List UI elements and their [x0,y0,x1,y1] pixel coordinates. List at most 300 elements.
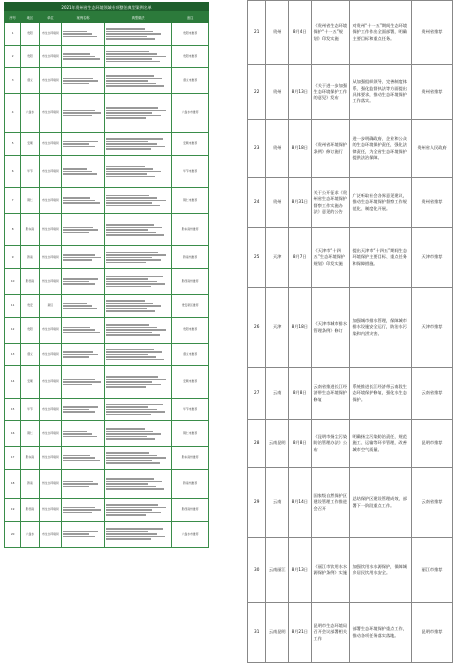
text-line [106,483,148,485]
text-line [63,115,92,117]
text-line [106,257,152,259]
row-remark: 黔东南州推荐 [172,214,209,246]
text-line [63,53,90,55]
row-number: 27 [248,368,266,420]
text-line [63,460,100,462]
row-case-name [62,521,105,547]
row-unit: 市生态环境局 [39,94,61,133]
text-line [106,168,153,170]
row-unit: 市生态环境局 [39,23,61,46]
row-number: 24 [248,178,266,228]
row-number: 26 [248,288,266,368]
row-remark: 遵义市推荐 [172,343,209,366]
text-line [106,536,165,538]
text-line [106,528,163,530]
text-line [63,281,89,283]
text-line [106,227,162,229]
row-practice [104,469,171,498]
text-line [106,56,166,58]
row-practice [104,68,171,94]
row-date: 8月7日 [288,228,311,288]
table-row [5,366,209,398]
row-content: 对贵州“十一五”期间生态环境保护工作作出全面部署，明确主要目标和重点任务。 [350,1,412,65]
text-line [63,486,89,488]
row-practice [104,317,171,343]
text-line [63,384,92,386]
row-remark: 天津市推荐 [411,288,452,368]
text-line [106,173,147,175]
row-case-name [62,421,105,447]
row-remark: 黔西南州推荐 [172,269,209,295]
row-content: 系统推进长江经济带云南段生态环境保护修复，强化水生态保护。 [350,368,412,420]
text-line [106,195,149,197]
text-line [63,431,87,433]
row-title: 《关于进一步加强生态环境保护工作的意见》发布 [311,65,350,120]
row-region: 天津 [266,288,289,368]
row-content: 加强城市排水管理，保障城市排水设施安全运行，防治水污染和内涝灾害。 [350,288,412,368]
row-unit: 市生态环境局 [39,188,61,214]
row-unit: 市生态环境局 [39,521,61,547]
text-line [63,78,92,80]
row-case-name [62,317,105,343]
text-line [106,300,145,302]
text-line [106,305,161,307]
text-line [63,173,97,175]
row-number: 9 [5,246,21,269]
text-line [63,254,95,256]
row-case-name [62,269,105,295]
row-unit: 新区 [39,295,61,318]
text-line [106,428,145,430]
left-table [4,11,209,548]
row-case-name [62,94,105,133]
text-line [106,197,157,199]
text-line [63,83,89,85]
text-line [106,202,152,204]
table-row [248,228,453,288]
row-remark: 云南省推荐 [411,468,452,538]
text-line [106,146,165,148]
text-line [106,329,166,331]
row-case-name [62,133,105,156]
left-table-body [5,23,209,548]
text-line [106,283,165,285]
row-practice [104,45,171,68]
text-line [106,327,157,329]
row-title: 《天津市“十四五”生态环境保护规划》印发实施 [311,228,350,288]
row-case-name [62,68,105,94]
text-line [106,83,156,85]
row-remark: 贵安新区推荐 [172,295,209,318]
text-line [106,349,154,351]
row-number: 1 [5,23,21,46]
row-case-name [62,155,105,187]
row-number: 16 [5,421,21,447]
text-line [63,112,100,114]
text-line [106,406,148,408]
row-region: 黔西南 [21,269,39,295]
text-line [106,404,163,406]
row-case-name [62,343,105,366]
text-line [63,455,90,457]
row-number: 19 [5,499,21,522]
row-unit: 州生态环境局 [39,214,61,246]
table-row [5,133,209,156]
table-row [248,468,453,538]
row-content: 加强饮用水水源保护，保障城乡居民饮用水安全。 [350,538,412,603]
text-line [106,117,147,119]
text-line [106,436,147,438]
row-practice [104,23,171,46]
table-row [5,188,209,214]
row-region: 云南昆明 [266,420,289,468]
row-region: 贵州 [266,120,289,178]
row-remark: 黔南州推荐 [172,469,209,498]
row-content: 广泛听取社会各界意见建议，推动生态环境保护督察工作规范化、制度化开展。 [350,178,412,228]
text-line [106,205,160,207]
row-remark: 贵州省推荐 [411,65,452,120]
text-line [63,303,87,305]
row-date: 8月21日 [288,603,311,663]
text-line [106,148,151,150]
text-line [63,259,92,261]
text-line [106,61,160,63]
row-content: 从加强组织领导、完善制度体系、强化监督执法等方面提出具体要求，推动生态环境保护工作落实。 [350,65,412,120]
text-line [106,303,153,305]
text-line [106,224,154,226]
row-number: 4 [5,94,21,133]
text-line [106,376,158,378]
text-line [106,276,163,278]
row-practice [104,421,171,447]
row-practice [104,269,171,295]
row-remark: 贵州省推荐 [411,178,452,228]
text-line [106,254,166,256]
text-line [63,143,89,145]
text-line [106,531,148,533]
text-line [106,166,145,168]
row-region: 遵义 [21,68,39,94]
row-unit: 市生态环境局 [39,421,61,447]
row-number: 8 [5,214,21,246]
text-line [63,110,95,112]
row-unit: 市生态环境局 [39,133,61,156]
row-practice [104,246,171,269]
row-remark: 丽江市推荐 [411,538,452,603]
text-line [63,381,100,383]
row-remark: 贵阳市推荐 [172,45,209,68]
text-line [106,431,153,433]
text-line [63,229,98,231]
row-practice [104,133,171,156]
row-number: 31 [248,603,266,663]
text-line [106,138,163,140]
row-region: 云南丽江 [266,538,289,603]
right-page [247,0,453,665]
table-row [248,178,453,228]
row-number: 12 [5,317,21,343]
header-remark: 备注 [172,12,209,23]
row-region: 安顺 [21,366,39,398]
row-number: 18 [5,469,21,498]
row-practice [104,521,171,547]
row-date: 8月18日 [288,288,311,368]
text-line [106,278,148,280]
row-number: 13 [5,343,21,366]
row-number: 23 [248,120,266,178]
row-practice [104,366,171,398]
text-line [63,327,90,329]
row-remark: 贵阳市推荐 [172,317,209,343]
row-case-name [62,295,105,318]
table-row [5,469,209,498]
text-line [63,436,97,438]
row-remark: 铜仁市推荐 [172,421,209,447]
row-date: 8月13日 [288,538,311,603]
text-line [106,58,152,60]
row-number: 30 [248,538,266,603]
row-region: 黔东南 [21,214,39,246]
text-line [106,457,166,459]
text-line [106,359,165,361]
text-line [106,28,145,30]
text-line [106,262,147,264]
row-remark: 遵义市推荐 [172,68,209,94]
text-line [63,354,98,356]
row-content: 明确扬尘污染防治责任，规范施工、运输等环节管理，改善城市空气质量。 [350,420,412,468]
row-remark: 云南省推荐 [411,368,452,420]
text-line [63,257,100,259]
text-line [63,531,98,533]
row-title: 《昆明市扬尘污染防治管理办法》公布 [311,420,350,468]
text-line [63,512,92,514]
row-case-name [62,45,105,68]
row-remark: 铜仁市推荐 [172,188,209,214]
text-line [63,80,98,82]
text-line [63,146,94,148]
row-title: 《天津市城市排水管理条例》修订 [311,288,350,368]
row-date: 8月18日 [288,120,311,178]
text-line [106,354,148,356]
row-unit: 市生态环境局 [39,317,61,343]
text-line [106,409,157,411]
row-title: 《贵州省生态环境保护“十一五”规划》印发实施 [311,1,350,65]
row-practice [104,188,171,214]
text-line [63,379,95,381]
text-line [63,31,87,33]
row-remark: 六盘水市推荐 [172,94,209,133]
row-unit: 州生态环境局 [39,499,61,522]
text-line [106,112,152,114]
row-practice [104,295,171,318]
text-line [63,483,98,485]
row-content: 进一步明确政府、企业和公众的生态环境保护责任，强化法律责任，为全省生态环境保护提供法治保障。 [350,120,412,178]
text-line [106,171,161,173]
text-line [106,143,157,145]
text-line [106,75,154,77]
text-line [106,324,149,326]
text-line [106,538,151,540]
text-line [106,507,166,509]
row-case-name [62,469,105,498]
text-line [63,329,95,331]
text-line [106,438,156,440]
row-case-name [62,398,105,421]
row-remark: 黔西南州推荐 [172,499,209,522]
row-region: 遵义 [21,343,39,366]
row-title: 云南省推进长江经济带生态环境保护修复 [311,368,350,420]
row-number: 20 [5,521,21,547]
header-region: 地区 [21,12,39,23]
text-line [106,176,156,178]
text-line [63,305,92,307]
table-row [5,214,209,246]
row-number: 29 [248,468,266,538]
text-line [106,286,151,288]
text-line [106,452,149,454]
row-number: 15 [5,398,21,421]
text-line [106,384,161,386]
text-line [106,504,158,506]
row-case-name [62,214,105,246]
row-number: 14 [5,366,21,398]
row-title: 国家级自然保护区建设管理工作推进会召开 [311,468,350,538]
table-row [248,120,453,178]
text-line [63,171,92,173]
row-remark: 贵州省人民政府 [411,120,452,178]
text-line [63,197,90,199]
text-line [63,481,92,483]
row-case-name [62,366,105,398]
text-line [106,78,162,80]
text-line [63,202,100,204]
text-line [106,51,149,53]
text-line [63,507,95,509]
text-line [106,310,156,312]
right-table-body [248,1,453,663]
row-number: 7 [5,188,21,214]
text-line [106,38,156,40]
row-number: 22 [248,65,266,120]
row-region: 贵州 [266,1,289,65]
text-line [63,200,95,202]
row-unit: 州生态环境局 [39,447,61,470]
row-date: 8月4日 [288,1,311,65]
table-row [248,420,453,468]
row-region: 云南 [266,468,289,538]
row-practice [104,398,171,421]
row-number: 10 [5,269,21,295]
row-case-name [62,499,105,522]
table-row [5,343,209,366]
row-practice [104,155,171,187]
row-region: 铜仁 [21,188,39,214]
text-line [106,514,147,516]
table-row [5,317,209,343]
row-case-name [62,23,105,46]
table-row [248,368,453,420]
row-region: 贵阳 [21,45,39,68]
text-line [63,409,89,411]
row-unit: 市生态环境局 [39,366,61,398]
row-practice [104,343,171,366]
text-line [106,85,165,87]
text-line [106,281,157,283]
text-line [106,232,156,234]
row-number: 3 [5,68,21,94]
row-region: 贵州 [266,65,289,120]
text-line [106,462,160,464]
text-line [106,460,152,462]
row-date: 8月8日 [288,368,311,420]
left-page [4,2,209,662]
row-unit: 州生态环境局 [39,469,61,498]
text-line [63,141,98,143]
row-remark: 昆明市推荐 [411,603,452,663]
row-unit: 市生态环境局 [39,45,61,68]
row-remark: 毕节市推荐 [172,155,209,187]
row-region: 黔南 [21,246,39,269]
row-title: 《贵州省环境保护条例》修订施行 [311,120,350,178]
row-region: 六盘水 [21,521,39,547]
row-remark: 天津市推荐 [411,228,452,288]
text-line [63,56,95,58]
row-region: 天津 [266,228,289,288]
text-line [106,455,157,457]
text-line [106,481,162,483]
row-region: 黔西南 [21,499,39,522]
left-table-header-row [5,12,209,23]
row-number: 25 [248,228,266,288]
text-line [63,308,97,310]
row-remark: 贵阳市推荐 [172,23,209,46]
text-line [63,168,87,170]
table-row [248,288,453,368]
header-case: 案例名称 [62,12,105,23]
row-remark: 黔南州推荐 [172,246,209,269]
row-remark: 毕节市推荐 [172,398,209,421]
text-line [63,351,92,353]
text-line [106,141,148,143]
header-no: 序号 [5,12,21,23]
row-number: 5 [5,133,21,156]
table-row [5,45,209,68]
row-region: 毕节 [21,398,39,421]
text-line [106,533,157,535]
text-line [63,411,94,413]
text-line [106,433,161,435]
table-row [5,94,209,133]
row-region: 贵阳 [21,317,39,343]
table-row [248,538,453,603]
text-line [106,381,152,383]
row-region: 毕节 [21,155,39,187]
row-number: 28 [248,420,266,468]
table-row [5,499,209,522]
row-region: 贵州 [266,178,289,228]
row-unit: 市生态环境局 [39,155,61,187]
row-unit: 市生态环境局 [39,68,61,94]
row-title: 关于公开征求《贵州省生态环境保护督察工作实施办法》意见的公告 [311,178,350,228]
table-row [5,155,209,187]
text-line [106,53,157,55]
text-line [63,36,97,38]
row-practice [104,94,171,133]
row-remark: 六盘水市推荐 [172,521,209,547]
text-line [106,234,165,236]
header-practice: 典型做法 [104,12,171,23]
text-line [63,457,95,459]
